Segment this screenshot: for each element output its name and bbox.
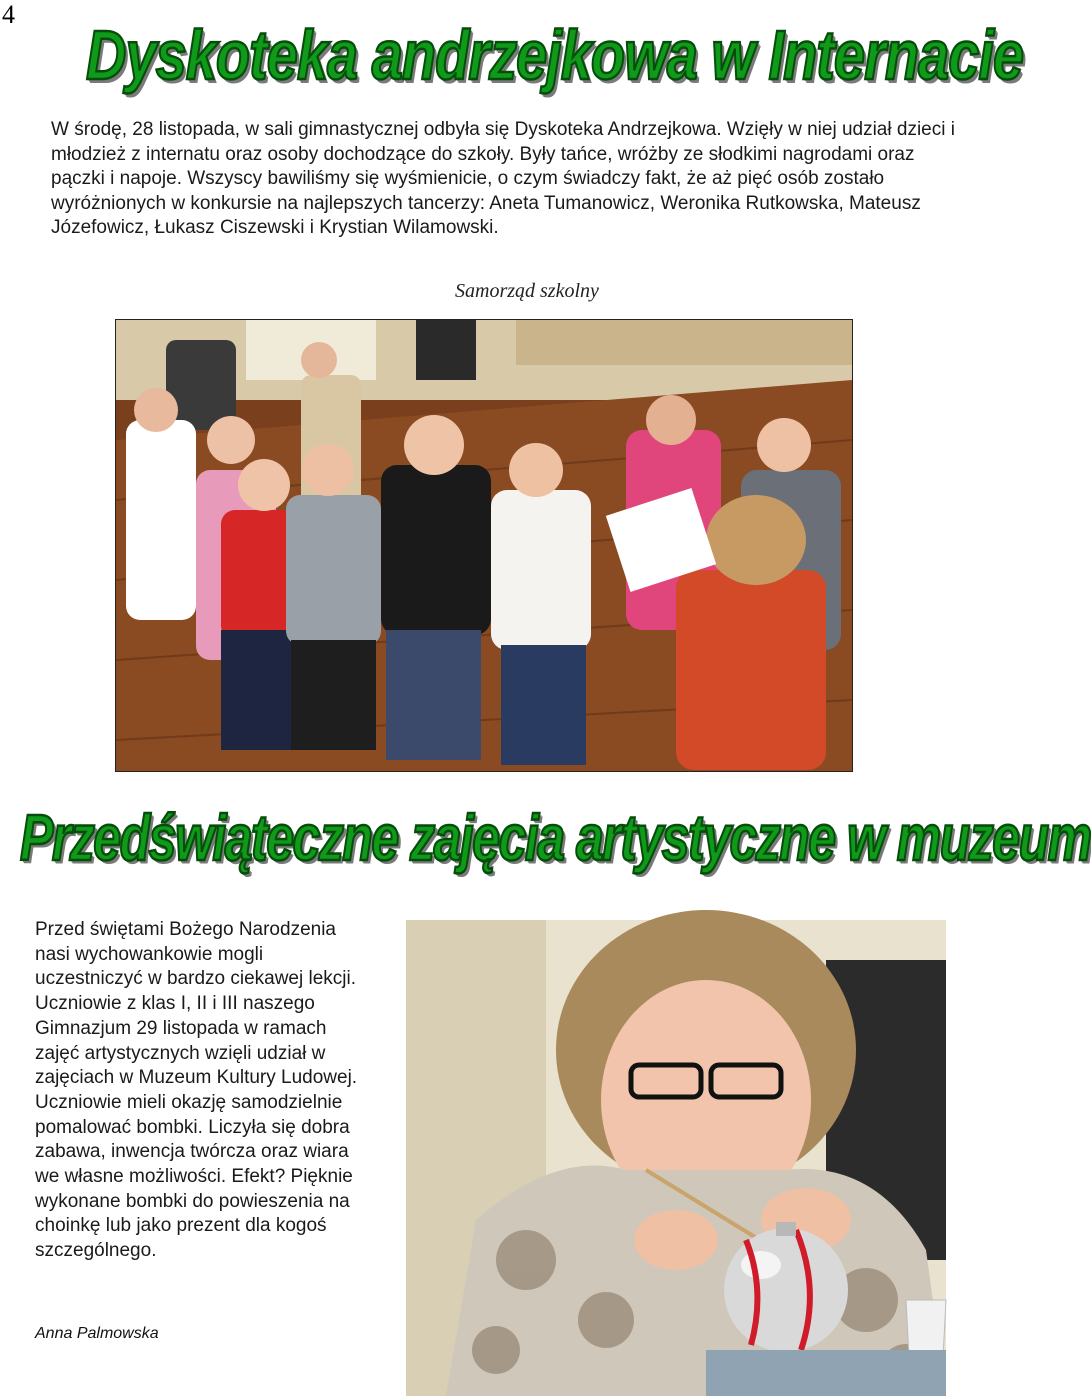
article-2-signature: Anna Palmowska	[35, 1325, 159, 1342]
article-1-signature: Samorząd szkolny	[455, 280, 599, 302]
article-2-title: Przedświąteczne zajęcia artystyczne w muzeum	[20, 801, 1091, 875]
article-1-body: W środę, 28 listopada, w sali gimnastycznej odbyła się Dyskoteka Andrzejkowa. Wzięły w niej udział dzieci i młodzież z internatu oraz osoby dochodzące do szkoły. Były tańce, wróżby ze słodkimi nagrodami oraz pączki i napoje. Wszyscy bawiliśmy się wyśmienicie, o czym świadczy fakt, że aż pięć osób zostało wyróżnionych w konkursie na najlepszych tancerzy: Aneta Tumanowicz, Weronika Rutkowska, Mateusz Józefowicz, Łukasz Ciszewski i Krystian Wilamowski.	[51, 119, 955, 238]
article-2-body: Przed świętami Bożego Narodzenia nasi wychowankowie mogli uczestniczyć w bardzo ciekawej lekcji. Uczniowie z klas I, II i III naszego Gimnazjum 29 listopada w ramach zajęć artystycznych wzięli udział w zajęciach w Muzeum Kultury Ludowej. Uczniowie mieli okazję samodzielnie pomalować bombki. Liczyła się dobra zabawa, inwencja twórcza oraz wiara we własne możliwości. Efekt? Pięknie wykonane bombki do powieszenia na choinkę lub jako prezent dla kogoś szczególnego.	[35, 919, 358, 1262]
disco-photo	[115, 319, 853, 772]
article-1-title: Dyskoteka andrzejkowa w Internacie	[86, 15, 1024, 94]
page-number: 4	[2, 0, 15, 29]
bauble-painting-photo	[406, 920, 946, 1396]
bauble-painting-photo-image	[406, 920, 946, 1396]
disco-photo-image	[116, 320, 852, 771]
